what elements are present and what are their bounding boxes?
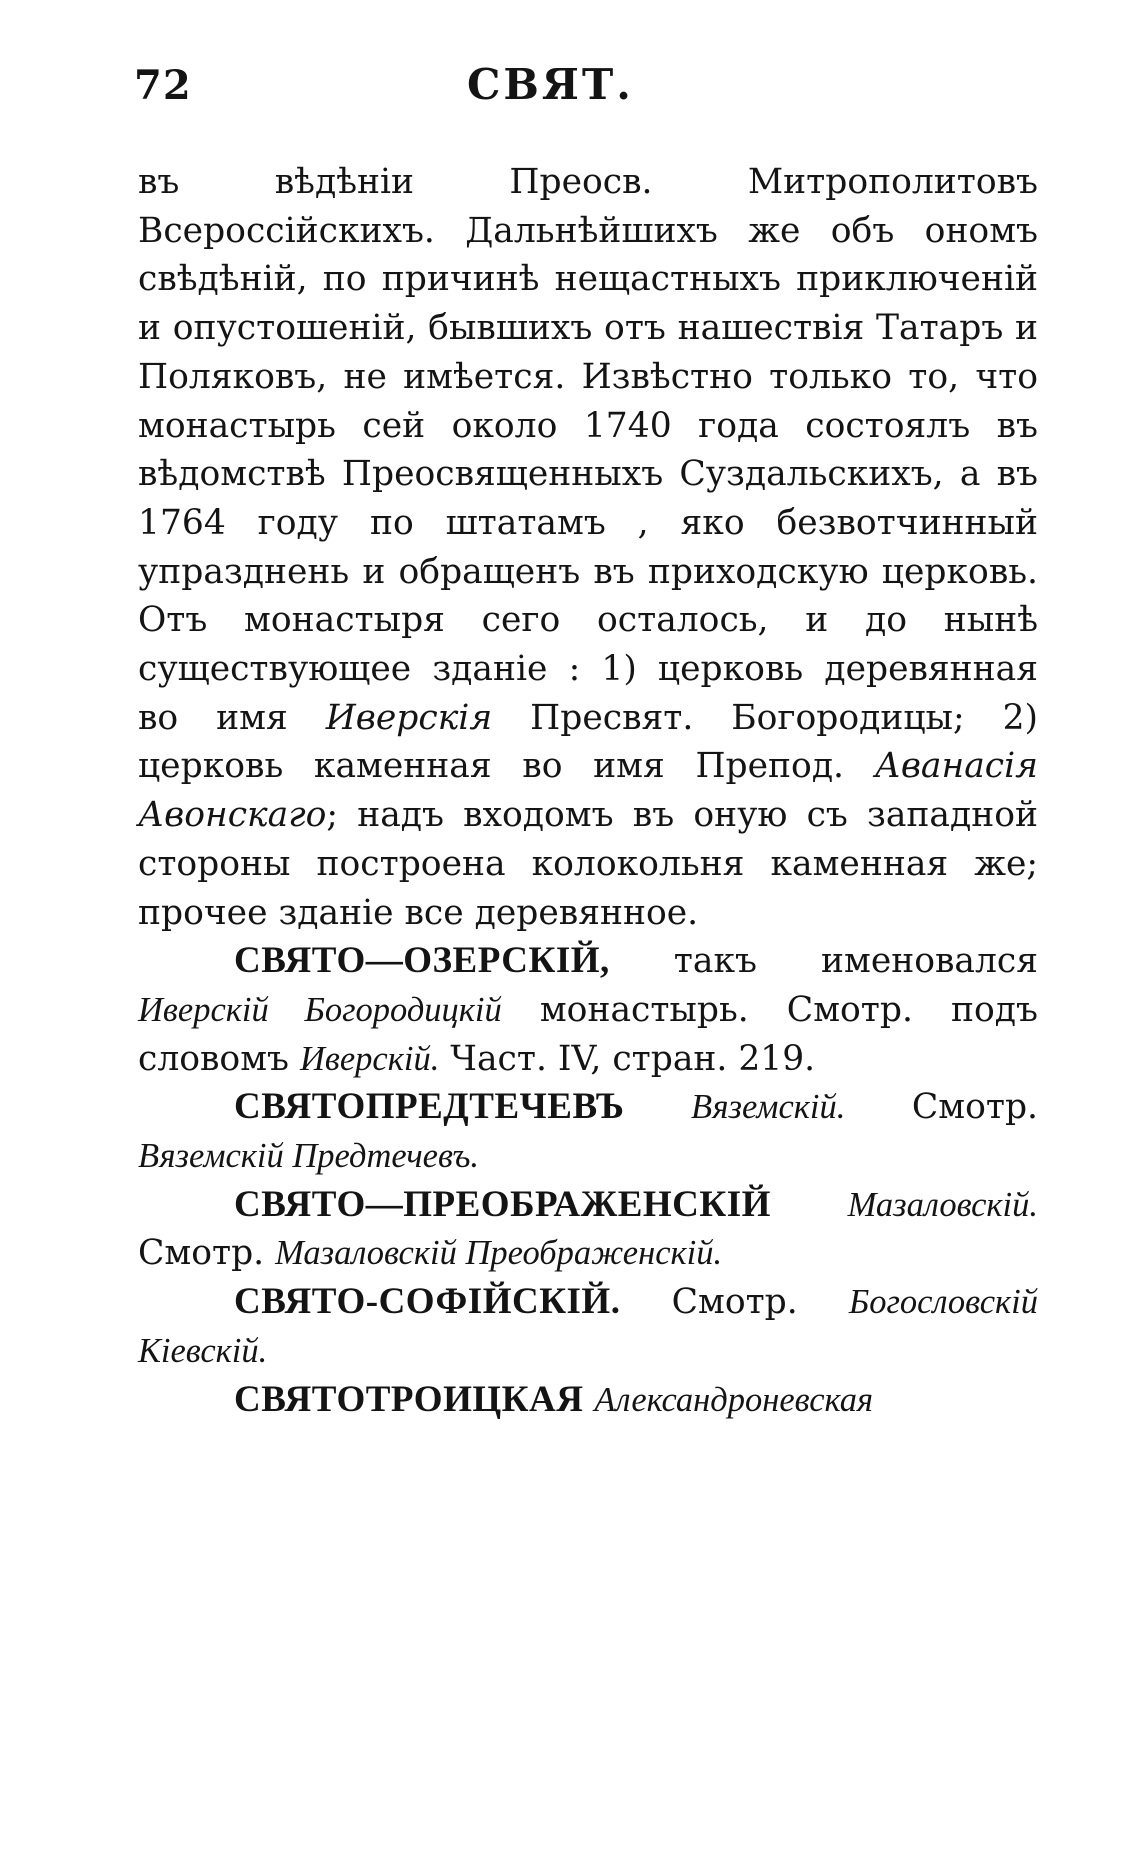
italic-reference: Мазаловскій Преображенскій. [275, 1234, 723, 1273]
italic-reference: Вяземскій Предтечевъ. [138, 1137, 480, 1176]
entry-heading: СВЯТОТРОИЦКАЯ [234, 1378, 584, 1420]
text-run: въ вѣдѣніи Преосв. Митрополитовъ Всероссійскихъ. Дальнѣйшихъ же объ ономъ свѣдѣній, по причинѣ нещастныхъ приключеній и опустошеній, бывшихъ отъ нашествія Татаръ и Поляковъ, не имѣется. Извѣстно только то, что монастырь сей около 1740 года состоялъ въ вѣдомствѣ Преосвященныхъ Суздальскихъ, а въ 1764 году по штатамъ , яко безвотчинный упразднень и обращенъ въ приходскую церковь. Отъ монастыря сего осталось, и до нынѣ существующее зданіе : 1) церковь деревянная во имя [138, 162, 1038, 738]
entry-heading: СВЯТО-СОФІЙСКІЙ. [234, 1281, 621, 1323]
italic-reference: Мазаловскій. [847, 1185, 1038, 1224]
entry-heading: СВЯТОПРЕДТЕЧЕВЪ [234, 1086, 625, 1128]
italic-reference: Иверскій. [299, 1039, 440, 1078]
text-run: ; надъ входомъ въ оную съ западной стороны построена колокольня каменная же; прочее зданіе все деревянное. [138, 795, 1038, 933]
italic-reference: Аванасія Авонскаго [138, 746, 1038, 836]
paragraph-continuation [138, 158, 1038, 937]
italic-reference: Александроневская [594, 1380, 874, 1419]
italic-reference: Вяземскій. [690, 1088, 846, 1127]
page-header [122, 62, 1052, 132]
entry-svyatotroitskaya [138, 1376, 1038, 1425]
entry-heading: СВЯТО—ОЗЕРСКІЙ, [234, 940, 610, 982]
running-head: СВЯТ. [467, 60, 634, 109]
entry-svyato-ozerskiy [138, 937, 1038, 1083]
text-run: монастырь. Смотр. подъ словомъ [138, 989, 1038, 1079]
text-run: Смотр. [138, 1233, 276, 1274]
italic-reference: Иверскій Богородицкій [138, 990, 502, 1029]
italic-reference: Иверскія [325, 697, 493, 738]
text-run: Пресвят. Богородицы; 2) церковь каменная во имя Препод. [138, 697, 1038, 787]
italic-reference: Богословскій Кіевскій. [138, 1283, 1038, 1370]
text-run: Част. IV, стран. 219. [439, 1038, 816, 1079]
text-run: Смотр. [620, 1282, 849, 1323]
entry-svyatopredtechev [138, 1083, 1038, 1180]
body-text [138, 158, 1038, 1424]
entry-svyato-preobrazhenskiy [138, 1181, 1038, 1278]
text-run: такъ именовался [609, 941, 1038, 982]
page-number: 72 [134, 62, 192, 109]
entry-heading: СВЯТО—ПРЕОБРАЖЕНСКІЙ [234, 1183, 771, 1225]
entry-svyato-sofiyskiy [138, 1278, 1038, 1375]
text-run: Смотр. [845, 1087, 1038, 1128]
